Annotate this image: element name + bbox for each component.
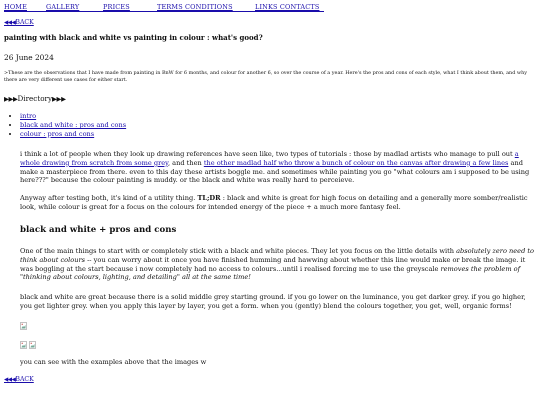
paragraph-emphasis: absolutely zero need to think about colours <box>20 247 535 264</box>
directory-link-bw[interactable]: black and white : pros and cons <box>20 120 127 129</box>
paragraph-text: One of the main things to start with or completely stick with a black and white pieces. They let you focus on the little details with <box>20 247 457 255</box>
paragraph-tldr <box>20 194 534 212</box>
post-title: painting with black and white vs painting in colour : what's good? <box>4 33 263 42</box>
paragraph-text: , and then <box>167 158 204 167</box>
directory-item-intro <box>20 112 126 121</box>
directory-list <box>8 112 126 139</box>
paragraph-intro <box>20 150 534 185</box>
back-arrows-icon: ◀◀◀ <box>4 377 16 383</box>
directory-label: Directory <box>17 94 53 103</box>
paragraph-text: Anyway after testing both, it's kind of a utility thing. <box>20 194 198 202</box>
nav-links-contacts-link[interactable]: LINKS CONTACTS <box>255 3 320 11</box>
paragraph-text: : black and white is great for high focus on detailing and a generally more somber/realistic look, while colour is great for a focus on the colours for intended energy of the piece + a much more fantasy feel. <box>20 194 528 211</box>
paragraph-bw-grey: black and white are great because there is a solid middle grey starting ground. if you go lower on the luminance, you get darker grey. if you go higher, you get lighter grey. when you apply this layer by layer, you get a form. when you (gently) blend the colours together, you get, well, organic forms! <box>20 293 526 310</box>
broken-image-icon <box>20 322 27 330</box>
paragraph-text: and make a masterpiece from there. even to this day these artists boggle me. and sometimes while painting you go "what colours am i supposed to be using here???" because the colour painting is muddy. or the black and white was really hard to perceieve. <box>20 158 530 185</box>
paragraph-emphasis: removes the problem of "thinking about colours, lighting, and detailing" all at the same time! <box>20 264 521 282</box>
back-label: BACK <box>15 376 34 383</box>
section-heading-bw: black and white + pros and cons <box>20 225 177 235</box>
directory-link-intro[interactable]: intro <box>20 112 37 120</box>
post-date: 26 June 2024 <box>4 53 54 62</box>
paragraph-text: i think a lot of people when they look up drawing references have seen like, two types of tutorials : those by madlad artists who manage to pull out <box>20 150 515 158</box>
nav-gallery-link[interactable]: GALLERY <box>46 3 80 11</box>
tutorial-link-colour[interactable]: the other madlad half who throw a bunch of colour on the canvas after drawing a few lines <box>203 158 509 167</box>
directory-heading <box>4 94 66 104</box>
back-link-top[interactable] <box>4 19 34 27</box>
nav-home-link[interactable]: HOME <box>4 3 27 11</box>
tldr-label: TL;DR <box>197 194 221 202</box>
directory-link-colour[interactable]: colour : pros and cons <box>20 129 95 138</box>
paragraph-bw-details <box>20 247 534 282</box>
back-link-bottom[interactable] <box>4 376 34 384</box>
directory-item-bw <box>20 121 126 130</box>
broken-image-icon <box>20 341 27 349</box>
broken-image-icon <box>29 341 36 349</box>
directory-arrows-right-icon: ▶▶▶ <box>52 95 66 103</box>
back-arrows-icon: ◀◀◀ <box>4 20 16 26</box>
directory-item-colour <box>20 130 126 139</box>
back-label: BACK <box>15 19 34 26</box>
nav-terms-link[interactable]: TERMS CONDITIONS <box>157 3 233 11</box>
nav-prices-link[interactable]: PRICES <box>103 3 130 11</box>
paragraph-examples: you can see with the examples above that the images w <box>20 358 207 366</box>
post-intro: >These are the observations that I have made from painting in BnW for 6 months, and colour for another 6, so over the course of a year. Here's the pros and cons of each style, what I think about them, and why there are very different use cases for either start. <box>4 70 527 83</box>
tutorial-link-grey[interactable]: a whole drawing from scratch from some grey <box>20 150 519 167</box>
directory-arrows-left-icon: ▶▶▶ <box>4 95 18 103</box>
paragraph-text: -- you can worry about it once you have finished humming and hawwing about whether this line would make or break the image. it was boggling at the start because i now completely had no access to colours...until i realised forcing me to use the greyscale <box>20 255 526 273</box>
top-nav <box>4 2 324 12</box>
